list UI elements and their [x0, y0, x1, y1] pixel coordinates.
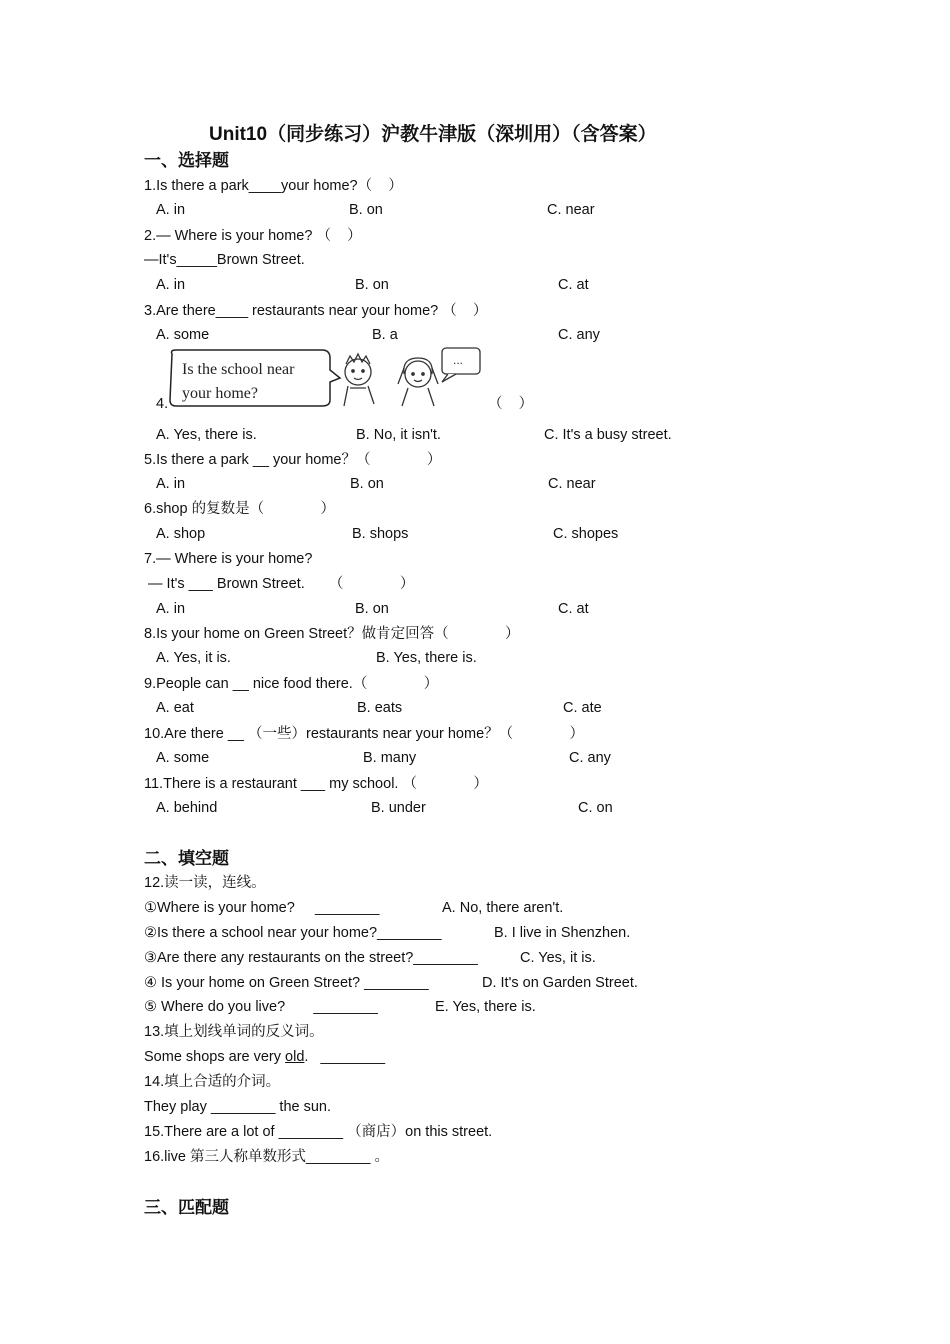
- question-3: 3.Are there____ restaurants near your home? （ ）: [144, 303, 488, 319]
- match-right-2: B. I live in Shenzhen.: [494, 925, 631, 941]
- question-2: 2.— Where is your home? （ ）: [144, 228, 362, 244]
- question-16: 16.live 第三人称单数形式________ 。: [144, 1149, 389, 1165]
- q7-option-c[interactable]: C. at: [558, 601, 589, 617]
- underlined-word: old: [285, 1049, 305, 1065]
- match-left-2: ②Is there a school near your home?________: [144, 925, 442, 941]
- girl-figure: [398, 358, 438, 406]
- question-8: 8.Is your home on Green Street？做肯定回答（ ）: [144, 626, 520, 642]
- section-heading-fill: 二、填空题: [144, 849, 229, 868]
- q9-option-b[interactable]: B. eats: [357, 700, 403, 716]
- q4-option-c[interactable]: C. It's a busy street.: [544, 427, 672, 443]
- q3-option-c[interactable]: C. any: [558, 327, 600, 343]
- q2-option-b[interactable]: B. on: [355, 277, 389, 293]
- question-5: 5.Is there a park __ your home？（ ）: [144, 452, 442, 468]
- q5-option-a[interactable]: A. in: [156, 476, 186, 492]
- q8-option-a[interactable]: A. Yes, it is.: [156, 650, 231, 666]
- question-11: 11.There is a restaurant ___ my school. （ ）: [144, 776, 488, 792]
- q10-option-a[interactable]: A. some: [156, 750, 210, 766]
- section-heading-match: 三、匹配题: [144, 1198, 229, 1217]
- q6-option-c[interactable]: C. shopes: [553, 526, 619, 542]
- q7-option-a[interactable]: A. in: [156, 601, 186, 617]
- bubble-line-2: your home?: [182, 385, 258, 402]
- match-right-4: D. It's on Garden Street.: [482, 975, 638, 991]
- match-left-4: ④ Is your home on Green Street? ________: [144, 975, 429, 991]
- question-14: 14.填上合适的介词。: [144, 1074, 281, 1090]
- question-4-illustration: [166, 344, 486, 412]
- q11-option-c[interactable]: C. on: [578, 800, 613, 816]
- match-right-5: E. Yes, there is.: [435, 999, 536, 1015]
- question-13-line: Some shops are very old. ________: [144, 1049, 386, 1065]
- boy-figure: [344, 354, 374, 406]
- question-4-number: 4.: [156, 396, 169, 412]
- q2-option-c[interactable]: C. at: [558, 277, 589, 293]
- q3-option-a[interactable]: A. some: [156, 327, 210, 343]
- q11-option-a[interactable]: A. behind: [156, 800, 218, 816]
- question-7: 7.— Where is your home?: [144, 551, 313, 567]
- question-13: 13.填上划线单词的反义词。: [144, 1024, 324, 1040]
- q1-option-a[interactable]: A. in: [156, 202, 186, 218]
- q11-option-b[interactable]: B. under: [371, 800, 426, 816]
- q9-option-c[interactable]: C. ate: [563, 700, 602, 716]
- question-9: 9.People can __ nice food there.（ ）: [144, 676, 439, 692]
- q10-option-b[interactable]: B. many: [363, 750, 417, 766]
- girl-bubble-text: ...: [453, 353, 464, 367]
- q1-option-c[interactable]: C. near: [547, 202, 595, 218]
- match-left-5: ⑤ Where do you live? ________: [144, 999, 378, 1015]
- question-12: 12.读一读，连线。: [144, 875, 266, 891]
- q5-option-c[interactable]: C. near: [548, 476, 596, 492]
- q9-option-a[interactable]: A. eat: [156, 700, 194, 716]
- q3-option-b[interactable]: B. a: [372, 327, 398, 343]
- question-6: 6.shop 的复数是（ ）: [144, 501, 335, 517]
- bubble-line-1: Is the school near: [182, 361, 295, 378]
- match-right-1: A. No, there aren't.: [442, 900, 564, 916]
- q4-option-a[interactable]: A. Yes, there is.: [156, 427, 257, 443]
- question-10: 10.Are there __ （一些）restaurants near your home？（ ）: [144, 726, 585, 742]
- match-left-1: ①Where is your home? ________: [144, 900, 380, 916]
- question-1: 1.Is there a park____your home?（ ）: [144, 178, 403, 194]
- question-7-answer-line: — It's ___ Brown Street. （ ）: [144, 576, 415, 592]
- question-4-paren: （ ）: [488, 396, 534, 412]
- match-right-3: C. Yes, it is.: [520, 950, 596, 966]
- q1-option-b[interactable]: B. on: [349, 202, 383, 218]
- section-heading-choice: 一、选择题: [144, 151, 229, 170]
- q2-option-a[interactable]: A. in: [156, 277, 186, 293]
- q7-option-b[interactable]: B. on: [355, 601, 389, 617]
- match-left-3: ③Are there any restaurants on the street?________: [144, 950, 478, 966]
- q6-option-b[interactable]: B. shops: [352, 526, 409, 542]
- q10-option-c[interactable]: C. any: [569, 750, 611, 766]
- question-2-answer-line: —It's_____Brown Street.: [144, 252, 305, 268]
- q4-option-b[interactable]: B. No, it isn't.: [356, 427, 441, 443]
- page-title: Unit10（同步练习）沪教牛津版（深圳用）（含答案）: [209, 124, 657, 145]
- q6-option-a[interactable]: A. shop: [156, 526, 206, 542]
- question-15: 15.There are a lot of ________ （商店）on this street.: [144, 1124, 493, 1140]
- q8-option-b[interactable]: B. Yes, there is.: [376, 650, 477, 666]
- q5-option-b[interactable]: B. on: [350, 476, 384, 492]
- question-14-line: They play ________ the sun.: [144, 1099, 332, 1115]
